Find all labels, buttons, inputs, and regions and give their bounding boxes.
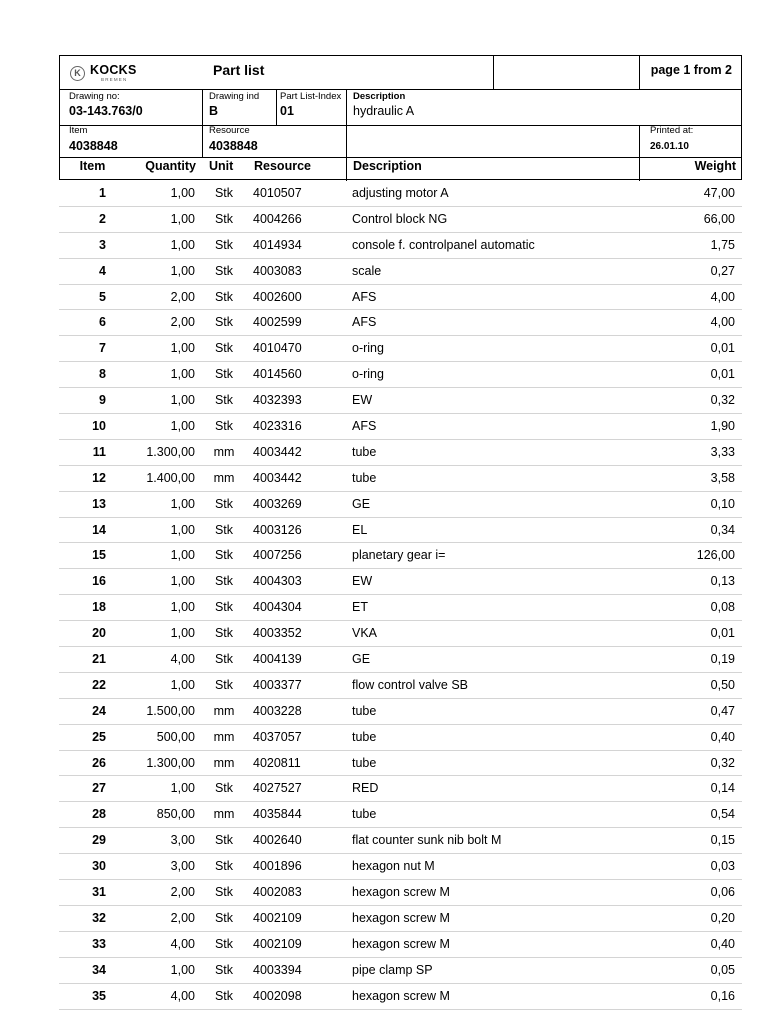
kocks-logo-mark: K	[70, 66, 85, 81]
cell-quantity: 1,00	[170, 393, 195, 408]
cell-resource-number: 4003352	[253, 626, 302, 641]
table-row	[59, 932, 742, 958]
cell-quantity: 4,00	[170, 936, 195, 951]
cell-description: tube	[352, 729, 377, 744]
cell-resource-number: 4002599	[253, 315, 302, 330]
cell-description: EW	[352, 574, 373, 589]
table-row	[59, 388, 742, 414]
table-row	[59, 699, 742, 725]
drawing-no-label: Drawing no:	[69, 91, 120, 102]
cell-item-number: 29	[92, 833, 106, 848]
cell-quantity: 4,00	[170, 988, 195, 1003]
column-header-weight: Weight	[694, 159, 736, 173]
cell-quantity: 850,00	[156, 807, 195, 822]
cell-unit: Stk	[214, 237, 234, 252]
cell-item-number: 18	[92, 600, 106, 615]
cell-resource-number: 4003269	[253, 496, 302, 511]
cell-description: tube	[352, 755, 377, 770]
cell-resource-number: 4004304	[253, 600, 302, 615]
cell-description: hexagon nut M	[352, 859, 435, 874]
cell-item-number: 16	[92, 574, 106, 589]
drawing-ind-label: Drawing ind	[209, 91, 260, 102]
cell-item-number: 27	[92, 781, 106, 796]
cell-resource-number: 4004139	[253, 652, 302, 667]
description-label: Description	[353, 91, 406, 102]
cell-resource-number: 4007256	[253, 548, 302, 563]
table-row	[59, 285, 742, 311]
cell-unit: Stk	[214, 885, 234, 900]
table-row	[59, 828, 742, 854]
cell-description: EL	[352, 522, 368, 537]
cell-description: tube	[352, 444, 377, 459]
cell-item-number: 3	[99, 237, 106, 252]
cell-unit: Stk	[214, 211, 234, 226]
cell-resource-number: 4003442	[253, 444, 302, 459]
cell-resource-number: 4010470	[253, 341, 302, 356]
logo-subtext: BREMEN	[101, 76, 128, 82]
part-list-index-label: Part List-Index	[280, 91, 342, 102]
table-row	[59, 466, 742, 492]
table-row	[59, 647, 742, 673]
cell-resource-number: 4002640	[253, 833, 302, 848]
cell-unit: Stk	[214, 419, 234, 434]
column-header-quantity: Quantity	[145, 159, 196, 173]
cell-item-number: 7	[99, 341, 106, 356]
cell-quantity: 1,00	[170, 211, 195, 226]
cell-weight: 0,19	[710, 652, 735, 667]
cell-unit: mm	[213, 807, 235, 822]
cell-resource-number: 4001896	[253, 859, 302, 874]
cell-weight: 0,16	[710, 988, 735, 1003]
cell-item-number: 22	[92, 677, 106, 692]
cell-quantity: 2,00	[170, 315, 195, 330]
part-list-index-value: 01	[280, 104, 294, 118]
cell-item-number: 34	[92, 962, 106, 977]
cell-item-number: 24	[92, 703, 106, 718]
kocks-logo	[70, 64, 137, 82]
cell-item-number: 14	[92, 522, 106, 537]
cell-description: ET	[352, 600, 368, 615]
cell-unit: Stk	[214, 315, 234, 330]
cell-description: GE	[352, 652, 371, 667]
cell-description: hexagon screw M	[352, 988, 450, 1003]
cell-item-number: 4	[99, 263, 106, 278]
cell-resource-number: 4003442	[253, 470, 302, 485]
cell-item-number: 15	[92, 548, 106, 563]
document-title: Part list	[213, 62, 265, 78]
cell-unit: Stk	[214, 962, 234, 977]
cell-resource-number: 4002109	[253, 936, 302, 951]
cell-resource-number: 4003126	[253, 522, 302, 537]
logo-text: KOCKS	[90, 63, 137, 77]
cell-item-number: 8	[99, 367, 106, 382]
cell-weight: 3,33	[710, 444, 735, 459]
cell-item-number: 30	[92, 859, 106, 874]
cell-quantity: 2,00	[170, 910, 195, 925]
cell-resource-number: 4002098	[253, 988, 302, 1003]
page-indicator: page 1 from 2	[650, 63, 732, 77]
cell-description: AFS	[352, 315, 377, 330]
cell-quantity: 1,00	[170, 419, 195, 434]
column-header-description: Description	[353, 159, 422, 173]
cell-item-number: 9	[99, 393, 106, 408]
parts-table	[59, 181, 742, 1010]
header-divider	[346, 89, 347, 181]
cell-resource-number: 4014934	[253, 237, 302, 252]
table-row	[59, 725, 742, 751]
item-label: Item	[69, 125, 88, 136]
cell-resource-number: 4002083	[253, 885, 302, 900]
cell-resource-number: 4004266	[253, 211, 302, 226]
cell-quantity: 1,00	[170, 962, 195, 977]
table-row	[59, 621, 742, 647]
cell-unit: Stk	[214, 548, 234, 563]
cell-resource-number: 4002600	[253, 289, 302, 304]
table-row	[59, 336, 742, 362]
cell-weight: 0,20	[710, 910, 735, 925]
document-header	[59, 55, 742, 180]
cell-description: hexagon screw M	[352, 910, 450, 925]
cell-quantity: 1,00	[170, 548, 195, 563]
cell-description: planetary gear i=	[352, 548, 446, 563]
cell-resource-number: 4014560	[253, 367, 302, 382]
cell-weight: 0,34	[710, 522, 735, 537]
cell-quantity: 500,00	[156, 729, 195, 744]
table-row	[59, 414, 742, 440]
column-header-item: Item	[79, 159, 106, 173]
cell-weight: 0,10	[710, 496, 735, 511]
cell-quantity: 1,00	[170, 367, 195, 382]
cell-weight: 0,13	[710, 574, 735, 589]
cell-resource-number: 4004303	[253, 574, 302, 589]
cell-resource-number: 4035844	[253, 807, 302, 822]
cell-resource-number: 4027527	[253, 781, 302, 796]
cell-description: GE	[352, 496, 371, 511]
cell-unit: Stk	[214, 781, 234, 796]
cell-weight: 0,14	[710, 781, 735, 796]
cell-weight: 47,00	[703, 186, 735, 200]
cell-weight: 1,75	[710, 237, 735, 252]
cell-quantity: 1,00	[170, 574, 195, 589]
cell-unit: Stk	[214, 652, 234, 667]
cell-unit: Stk	[214, 186, 234, 200]
cell-item-number: 31	[92, 885, 106, 900]
cell-quantity: 2,00	[170, 885, 195, 900]
cell-weight: 0,03	[710, 859, 735, 874]
cell-resource-number: 4032393	[253, 393, 302, 408]
cell-unit: Stk	[214, 600, 234, 615]
cell-unit: Stk	[214, 393, 234, 408]
cell-description: tube	[352, 470, 377, 485]
cell-weight: 0,47	[710, 703, 735, 718]
table-row	[59, 776, 742, 802]
table-row	[59, 440, 742, 466]
cell-unit: mm	[213, 470, 235, 485]
cell-weight: 0,54	[710, 807, 735, 822]
cell-resource-number: 4023316	[253, 419, 302, 434]
cell-description: Control block NG	[352, 211, 448, 226]
cell-weight: 0,32	[710, 393, 735, 408]
cell-item-number: 2	[99, 211, 106, 226]
cell-unit: mm	[213, 729, 235, 744]
table-row	[59, 310, 742, 336]
cell-description: hexagon screw M	[352, 936, 450, 951]
cell-item-number: 1	[99, 186, 106, 200]
cell-description: scale	[352, 263, 382, 278]
cell-weight: 126,00	[696, 548, 735, 563]
cell-weight: 4,00	[710, 315, 735, 330]
cell-quantity: 1.300,00	[146, 444, 195, 459]
cell-unit: Stk	[214, 626, 234, 641]
cell-quantity: 1,00	[170, 496, 195, 511]
description-value: hydraulic A	[353, 104, 415, 118]
cell-description: EW	[352, 393, 373, 408]
part-list-document	[59, 55, 742, 1003]
cell-unit: Stk	[214, 833, 234, 848]
cell-resource-number: 4003228	[253, 703, 302, 718]
table-row	[59, 906, 742, 932]
cell-item-number: 28	[92, 807, 106, 822]
cell-unit: mm	[213, 703, 235, 718]
cell-unit: Stk	[214, 367, 234, 382]
cell-weight: 0,50	[710, 677, 735, 692]
cell-description: VKA	[352, 626, 378, 641]
cell-unit: Stk	[214, 859, 234, 874]
cell-description: flat counter sunk nib bolt M	[352, 833, 502, 848]
printed-at-label: Printed at:	[650, 125, 694, 136]
table-row	[59, 595, 742, 621]
cell-unit: Stk	[214, 263, 234, 278]
cell-item-number: 33	[92, 936, 106, 951]
cell-unit: Stk	[214, 522, 234, 537]
cell-resource-number: 4037057	[253, 729, 302, 744]
cell-resource-number: 4020811	[253, 755, 301, 770]
cell-description: AFS	[352, 419, 377, 434]
table-row	[59, 751, 742, 777]
cell-resource-number: 4003377	[253, 677, 302, 692]
cell-item-number: 10	[92, 419, 106, 434]
cell-description: flow control valve SB	[352, 677, 469, 692]
cell-weight: 66,00	[703, 211, 735, 226]
table-row	[59, 854, 742, 880]
cell-resource-number: 4010507	[253, 186, 302, 200]
cell-quantity: 1,00	[170, 781, 195, 796]
cell-item-number: 26	[92, 755, 106, 770]
cell-weight: 0,32	[710, 755, 735, 770]
cell-description: AFS	[352, 289, 377, 304]
cell-unit: Stk	[214, 910, 234, 925]
cell-item-number: 11	[92, 444, 106, 459]
cell-description: o-ring	[352, 367, 384, 382]
cell-unit: Stk	[214, 988, 234, 1003]
cell-unit: mm	[213, 444, 235, 459]
cell-quantity: 3,00	[170, 833, 195, 848]
cell-unit: Stk	[214, 574, 234, 589]
header-divider	[60, 89, 741, 90]
drawing-ind-value: B	[209, 104, 219, 118]
header-divider	[493, 56, 494, 89]
cell-unit: mm	[213, 755, 235, 770]
item-value: 4038848	[69, 139, 118, 153]
table-row	[59, 362, 742, 388]
cell-description: hexagon screw M	[352, 885, 450, 900]
cell-item-number: 13	[92, 496, 106, 511]
printed-at-value: 26.01.10	[650, 141, 689, 152]
cell-unit: Stk	[214, 936, 234, 951]
table-row	[59, 518, 742, 544]
cell-quantity: 1,00	[170, 237, 195, 252]
cell-weight: 0,08	[710, 600, 735, 615]
cell-weight: 0,01	[710, 341, 735, 356]
cell-quantity: 4,00	[170, 652, 195, 667]
cell-weight: 0,06	[710, 885, 735, 900]
cell-weight: 3,58	[710, 470, 735, 485]
cell-quantity: 1.400,00	[146, 470, 195, 485]
table-row	[59, 543, 742, 569]
cell-quantity: 1,00	[170, 600, 195, 615]
cell-weight: 0,01	[710, 626, 735, 641]
cell-item-number: 20	[92, 626, 106, 641]
cell-quantity: 1,00	[170, 522, 195, 537]
table-row	[59, 492, 742, 518]
table-row	[59, 569, 742, 595]
table-row	[59, 259, 742, 285]
table-row	[59, 233, 742, 259]
cell-weight: 0,15	[710, 833, 735, 848]
header-divider	[276, 89, 277, 125]
table-row	[59, 207, 742, 233]
header-divider	[639, 56, 640, 89]
cell-description: pipe clamp SP	[352, 962, 433, 977]
cell-quantity: 1.300,00	[146, 755, 195, 770]
cell-description: adjusting motor A	[352, 186, 449, 200]
cell-unit: Stk	[214, 677, 234, 692]
cell-item-number: 35	[92, 988, 106, 1003]
cell-quantity: 1,00	[170, 263, 195, 278]
cell-quantity: 1,00	[170, 677, 195, 692]
drawing-no-value: 03-143.763/0	[69, 104, 143, 118]
cell-description: tube	[352, 807, 377, 822]
cell-description: RED	[352, 781, 379, 796]
cell-item-number: 12	[92, 470, 106, 485]
resource-label: Resource	[209, 125, 250, 136]
cell-weight: 4,00	[710, 289, 735, 304]
cell-item-number: 25	[92, 729, 106, 744]
cell-item-number: 5	[99, 289, 106, 304]
column-header-unit: Unit	[209, 159, 234, 173]
cell-quantity: 3,00	[170, 859, 195, 874]
table-row	[59, 984, 742, 1010]
cell-description: tube	[352, 703, 377, 718]
cell-item-number: 21	[92, 652, 106, 667]
table-row	[59, 880, 742, 906]
column-header-resource: Resource	[254, 159, 311, 173]
cell-unit: Stk	[214, 496, 234, 511]
table-row	[59, 181, 742, 207]
cell-description: console f. controlpanel automatic	[352, 237, 535, 252]
cell-unit: Stk	[214, 341, 234, 356]
header-divider	[202, 89, 203, 157]
cell-quantity: 1.500,00	[146, 703, 195, 718]
cell-unit: Stk	[214, 289, 234, 304]
cell-weight: 0,05	[710, 962, 735, 977]
table-row	[59, 958, 742, 984]
resource-value: 4038848	[209, 139, 258, 153]
cell-quantity: 1,00	[170, 626, 195, 641]
cell-weight: 0,40	[710, 729, 735, 744]
cell-item-number: 32	[92, 910, 106, 925]
table-row	[59, 673, 742, 699]
cell-resource-number: 4003394	[253, 962, 302, 977]
cell-quantity: 1,00	[170, 186, 195, 200]
cell-weight: 0,27	[710, 263, 735, 278]
cell-resource-number: 4002109	[253, 910, 302, 925]
table-row	[59, 802, 742, 828]
cell-item-number: 6	[99, 315, 106, 330]
cell-resource-number: 4003083	[253, 263, 302, 278]
cell-weight: 0,40	[710, 936, 735, 951]
cell-quantity: 1,00	[170, 341, 195, 356]
cell-weight: 1,90	[710, 419, 735, 434]
cell-weight: 0,01	[710, 367, 735, 382]
cell-quantity: 2,00	[170, 289, 195, 304]
cell-description: o-ring	[352, 341, 384, 356]
